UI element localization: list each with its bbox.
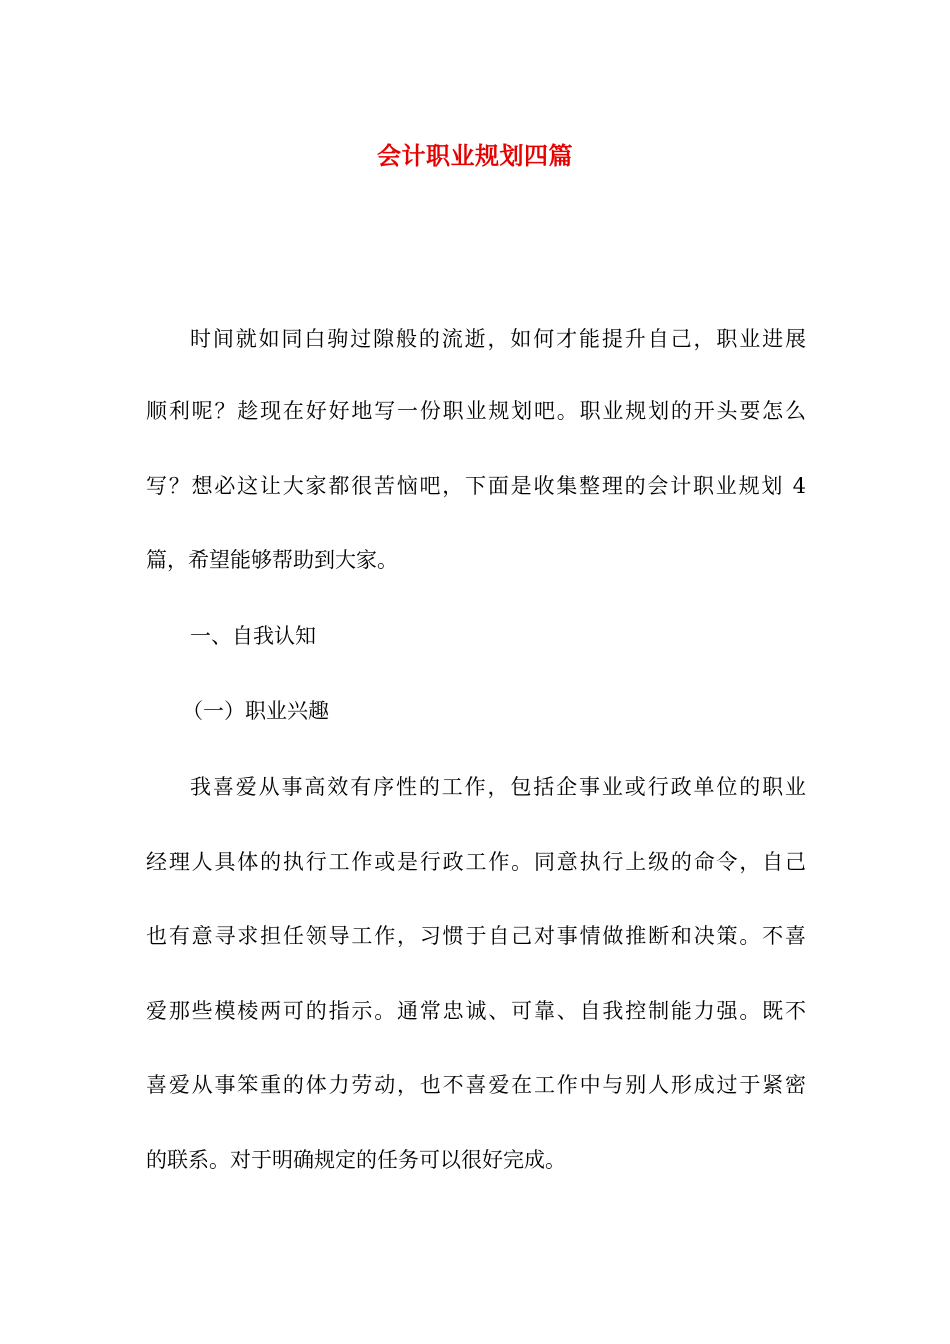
paragraph-line: 写？想必这让大家都很苦恼吧，下面是收集整理的会计职业规划 4	[146, 474, 806, 498]
paragraph-line: 喜爱从事笨重的体力劳动，也不喜爱在工作中与别人形成过于紧密	[146, 1073, 806, 1097]
subsection-heading: （一）职业兴趣	[182, 699, 329, 723]
paragraph-line: 爱那些模棱两可的指示。通常忠诚、可靠、自我控制能力强。既不	[146, 999, 806, 1023]
paragraph-line: 篇，希望能够帮助到大家。	[146, 548, 398, 572]
paragraph-line: 时间就如同白驹过隙般的流逝，如何才能提升自己，职业进展	[190, 327, 806, 351]
paragraph-line: 顺利呢？趁现在好好地写一份职业规划吧。职业规划的开头要怎么	[146, 399, 806, 423]
paragraph-line: 也有意寻求担任领导工作，习惯于自己对事情做推断和决策。不喜	[146, 924, 806, 948]
document-title: 会计职业规划四篇	[377, 142, 573, 170]
paragraph-line: 我喜爱从事高效有序性的工作，包括企事业或行政单位的职业	[190, 775, 806, 799]
paragraph-line: 的联系。对于明确规定的任务可以很好完成。	[146, 1148, 566, 1172]
section-heading: 一、自我认知	[190, 624, 316, 648]
paragraph-line: 经理人具体的执行工作或是行政工作。同意执行上级的命令，自己	[146, 850, 806, 874]
